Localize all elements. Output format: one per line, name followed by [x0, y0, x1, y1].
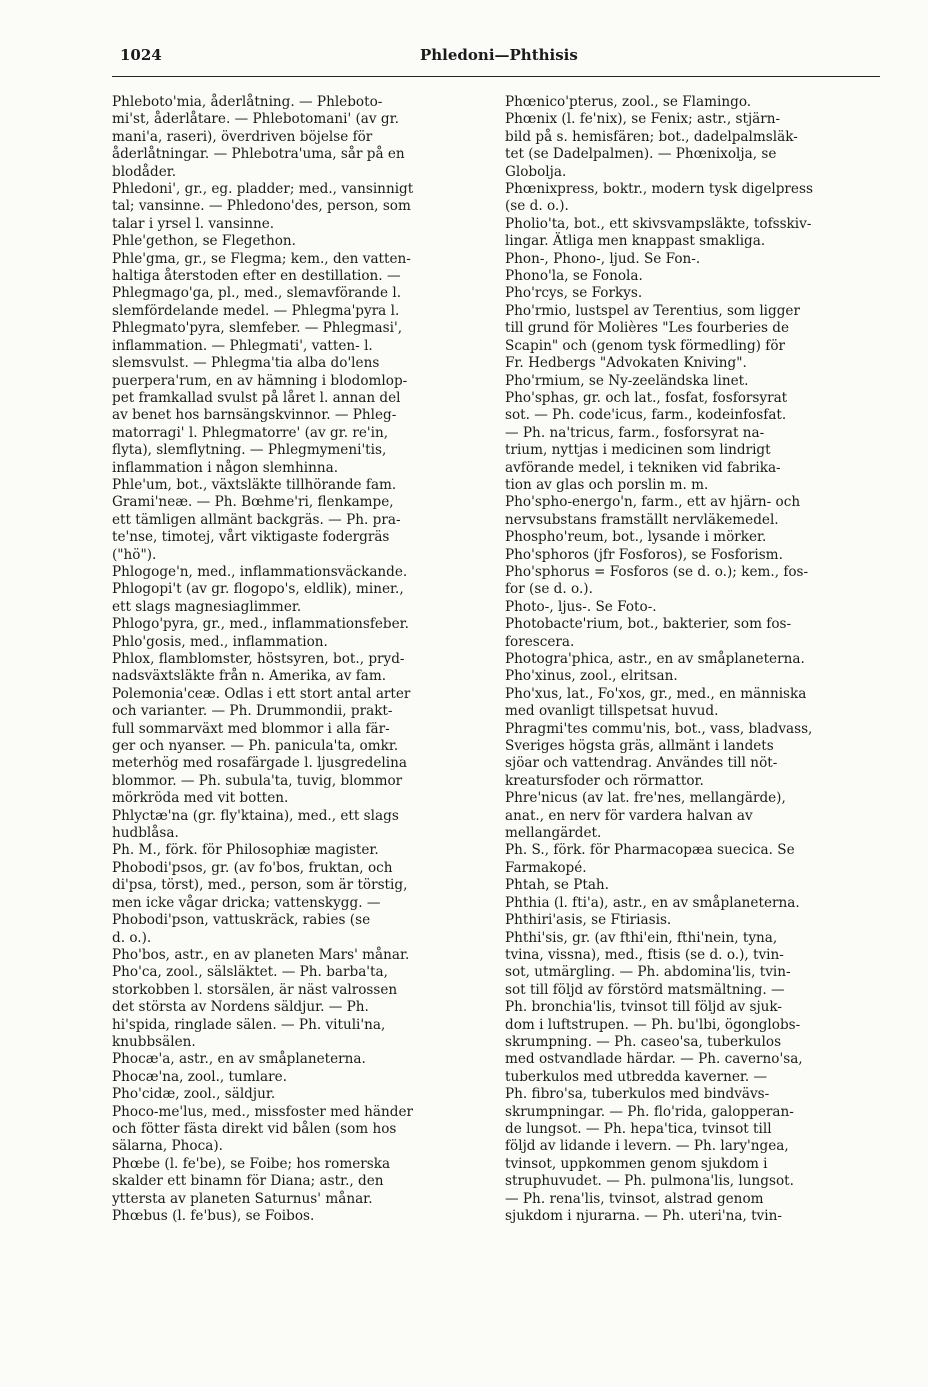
header-rule: [112, 76, 880, 77]
left-column: Phleboto'mia, åderlåtning. — Phleboto- mi'st, åderlåtare. — Phlebotomani' (av gr. mani'a, raseri), överdriven böjelse för åderlåtningar. — Phlebotra'uma, sår på en blodåder. Phledoni', gr., eg. pladder; med., vansinnigt tal; vansinne. — Phledono'des, person, som talar i yrsel l. vansinne. Phle'gethon, se Flegethon. Phle'gma, gr., se Flegma; kem., den vatten- haltiga återstoden efter en destillation. — Phlegmago'ga, pl., med., slemavförande l. slemfördelande medel. — Phlegma'pyra l. Phlegmato'pyra, slemfeber. — Phlegmasi', inflammation. — Phlegmati', vatten- l. slemsvulst. — Phlegma'tia alba do'lens puerpera'rum, en av hämning i blodomlop- pet framkallad svulst på låret l. annan del av benet hos barnsängskvinnor. — Phleg- matorragi' l. Phlegmatorre' (av gr. re'in, flyta), slemflytning. — Phlegmymeni'tis, inflammation i någon slemhinna. Phle'um, bot., växtsläkte tillhörande fam. Grami'neæ. — Ph. Bœhme'ri, flenkampe, ett tämligen allmänt backgräs. — Ph. pra- te'nse, timotej, vårt viktigaste fodergräs ("hö"). Phlogoge'n, med., inflammationsväckande. Phlogopi't (av gr. flogopo's, eldlik), miner., ett slags magnesiaglimmer. Phlogo'pyra, gr., med., inflammationsfeber. Phlo'gosis, med., inflammation. Phlox, flamblomster, höstsyren, bot., pryd- nadsväxtsläkte från n. Amerika, av fam. Polemonia'ceæ. Odlas i ett stort antal arter och varianter. — Ph. Drummondii, prakt- full sommarväxt med blommor i alla fär- ger och nyanser. — Ph. panicula'ta, omkr. meterhög med rosafärgade l. ljusgredelina blommor. — Ph. subula'ta, tuvig, blommor mörkröda med vit botten. Phlyctæ'na (gr. fly'ktaina), med., ett slags hudblåsa. Ph. M., förk. för Philosophiæ magister. Phobodi'psos, gr. (av fo'bos, fruktan, och di'psa, törst), med., person, som är törstig, men icke vågar dricka; vattenskygg. — Phobodi'pson, vattuskräck, rabies (se d. o.). Pho'bos, astr., en av planeten Mars' månar. Pho'ca, zool., sälsläktet. — Ph. barba'ta, storkobben l. storsälen, är näst valrossen det största av Nordens säldjur. — Ph. hi'spida, ringlade sälen. — Ph. vituli'na, knubbsälen. Phocæ'a, astr., en av småplaneterna. Phocæ'na, zool., tumlare. Pho'cidæ, zool., säldjur. Phoco-me'lus, med., missfoster med händer och fötter fästa direkt vid bålen (som hos sälarna, Phoca). Phœbe (l. fe'be), se Foibe; hos romerska skalder ett binamn för Diana; astr., den yttersta av planeten Saturnus' månar. Phœbus (l. fe'bus), se Foibos.: [112, 94, 414, 1224]
right-column: Phœnico'pterus, zool., se Flamingo. Phœnix (l. fe'nix), se Fenix; astr., stjärn- bild på s. hemisfären; bot., dadelpalmsläk- tet (se Dadelpalmen). — Phœnixolja, se Globolja. Phœnixpress, boktr., modern tysk digelpress (se d. o.). Pholio'ta, bot., ett skivsvampsläkte, tofsskiv- lingar. Ätliga men knappast smakliga. Phon-, Phono-, ljud. Se Fon-. Phono'la, se Fonola. Pho'rcys, se Forkys. Pho'rmio, lustspel av Terentius, som ligger till grund för Molières "Les fourberies de Scapin" och (genom tysk förmedling) för Fr. Hedbergs "Advokaten Kniving". Pho'rmium, se Ny-zeeländska linet. Pho'sphas, gr. och lat., fosfat, fosforsyrat sot. — Ph. code'icus, farm., kodeinfosfat. — Ph. na'tricus, farm., fosforsyrat na- trium, nyttjas i medicinen som lindrigt avförande medel, i tekniken vid fabrika- tion av glas och porslin m. m. Pho'spho-energo'n, farm., ett av hjärn- och nervsubstans framställt nervläkemedel. Phospho'reum, bot., lysande i mörker. Pho'sphoros (jfr Fosforos), se Fosforism. Pho'sphorus = Fosforos (se d. o.); kem., fos- for (se d. o.). Photo-, ljus-. Se Foto-. Photobacte'rium, bot., bakterier, som fos- forescera. Photogra'phica, astr., en av småplaneterna. Pho'xinus, zool., elritsan. Pho'xus, lat., Fo'xos, gr., med., en människa med ovanligt tillspetsat huvud. Phragmi'tes commu'nis, bot., vass, bladvass, Sveriges högsta gräs, allmänt i landets sjöar och vattendrag. Användes till nöt- kreatursfoder och rörmattor. Phre'nicus (av lat. fre'nes, mellangärde), anat., en nerv för vardera halvan av mellangärdet. Ph. S., förk. för Pharmacopæa suecica. Se Farmakopé. Phtah, se Ptah. Phthia (l. fti'a), astr., en av småplaneterna. Phthiri'asis, se Ftiriasis. Phthi'sis, gr. (av fthi'ein, fthi'nein, tyna, tvina, vissna), med., ftisis (se d. o.), tvin- sot, utmärgling. — Ph. abdomina'lis, tvin- sot till följd av förstörd matsmältning. — Ph. bronchia'lis, tvinsot till följd av sjuk- dom i luftstrupen. — Ph. bu'lbi, ögonglobs- skrumpning. — Ph. caseo'sa, tuberkulos med ostvandlade härdar. — Ph. caverno'sa, tuberkulos med utbredda kaverner. — Ph. fibro'sa, tuberkulos med bindvävs- skrumpningar. — Ph. flo'rida, galopperan- de lungsot. — Ph. hepa'tica, tvinsot till följd av lidande i levern. — Ph. lary'ngea, tvinsot, uppkommen genom sjukdom i struphuvudet. — Ph. pulmona'lis, lungsot. — Ph. rena'lis, tvinsot, alstrad genom sjukdom i njurarna. — Ph. uteri'na, tvin-: [505, 94, 813, 1224]
running-head: Phledoni—Phthisis: [420, 46, 578, 64]
page-number: 1024: [120, 46, 162, 64]
